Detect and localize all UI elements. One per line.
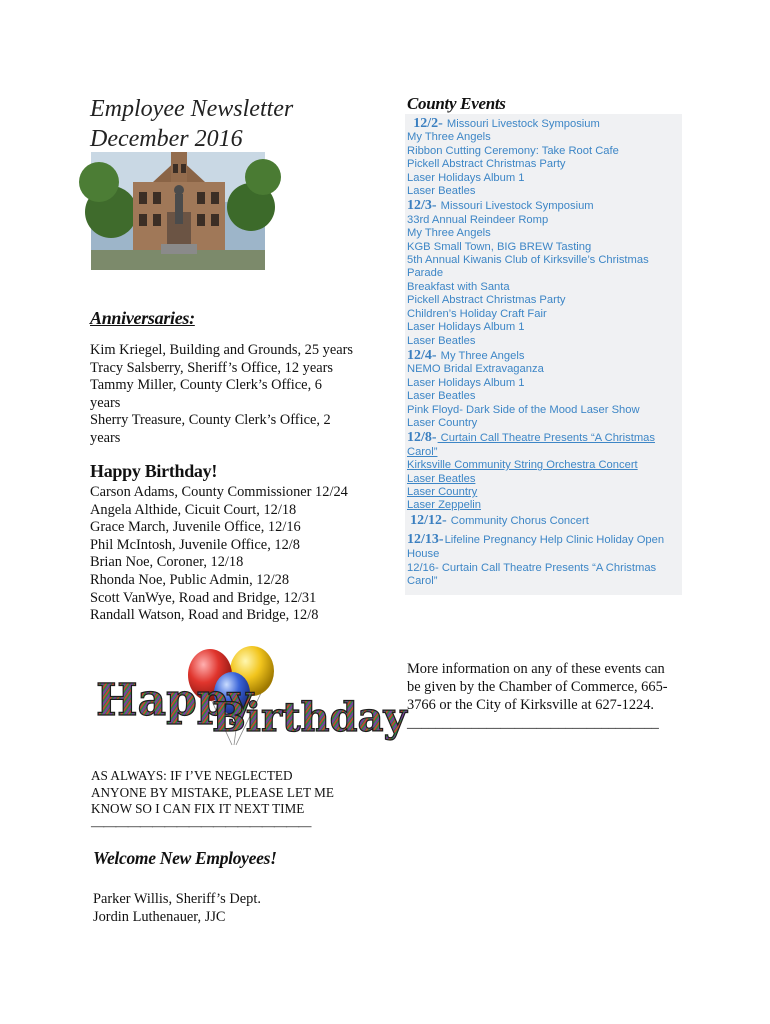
anniversary-line: years xyxy=(90,429,121,446)
more-info-line: 3766 or the City of Kirksville at 627-1224. xyxy=(407,697,655,713)
welcome-heading: Welcome New Employees! xyxy=(93,848,277,868)
birthday-line: Rhonda Noe, Public Admin, 12/28 xyxy=(90,571,290,588)
event-date: 12/2- xyxy=(413,116,443,131)
event-line: 5th Annual Kiwanis Club of Kirksville’s Christmas xyxy=(407,254,649,267)
birthday-line: Carson Adams, County Commissioner 12/24 xyxy=(90,484,348,500)
event-line: Pickell Abstract Christmas Party xyxy=(407,294,566,307)
event-group xyxy=(407,514,682,528)
new-employee-line: Parker Willis, Sheriff’s Dept. xyxy=(93,891,261,907)
title-line-2: December 2016 xyxy=(90,126,243,152)
more-info-rule: ___________________________________ xyxy=(407,715,659,731)
event-link[interactable]: Curtain Call Theatre Presents “A Christmas xyxy=(437,432,655,445)
event-link[interactable]: Carol” xyxy=(407,445,438,458)
event-link[interactable]: Laser Beatles xyxy=(407,472,476,485)
event-line: Laser Holidays Album 1 xyxy=(407,321,525,334)
notice-rule: —————————————————— xyxy=(91,817,311,833)
event-title: Missouri Livestock Symposium xyxy=(443,118,600,130)
new-employee-list xyxy=(93,890,261,926)
courthouse-photo xyxy=(91,152,265,270)
event-line: My Three Angels xyxy=(407,131,491,144)
anniversary-line: Sherry Treasure, County Clerk’s Office, 2 xyxy=(90,412,331,429)
event-title: Community Chorus Concert xyxy=(447,514,589,527)
more-info-line: be given by the Chamber of Commerce, 665- xyxy=(407,679,668,695)
birthday-list xyxy=(90,484,370,625)
event-date: 12/16- xyxy=(407,562,439,574)
event-group xyxy=(407,117,682,198)
event-line: Laser Country xyxy=(407,416,478,429)
event-line: 33rd Annual Reindeer Romp xyxy=(407,213,549,226)
birthday-line: Brian Noe, Coroner, 12/18 xyxy=(90,554,244,571)
event-line: Children’s Holiday Craft Fair xyxy=(407,307,547,320)
event-line: Pickell Abstract Christmas Party xyxy=(407,158,566,171)
event-date: 12/8- xyxy=(407,430,437,446)
event-line: Pink Floyd- Dark Side of the Mood Laser Show xyxy=(407,403,640,416)
notice-line: KNOW SO I CAN FIX IT NEXT TIME xyxy=(91,801,305,817)
title-line-1: Employee Newsletter xyxy=(90,96,294,122)
event-line: Parade xyxy=(407,267,444,280)
event-group xyxy=(407,533,682,561)
county-events-list xyxy=(407,116,682,589)
happy-birthday-banner xyxy=(92,645,407,749)
event-line: NEMO Bridal Extravaganza xyxy=(407,363,544,376)
event-title: Curtain Call Theatre Presents “A Christmas xyxy=(438,562,657,574)
notice-line: ANYONE BY MISTAKE, PLEASE LET ME xyxy=(91,784,334,800)
birthday-line: Phil McIntosh, Juvenile Office, 12/8 xyxy=(90,536,300,553)
event-line: Laser Beatles xyxy=(407,390,476,403)
event-group xyxy=(407,562,682,589)
event-group xyxy=(407,349,682,430)
event-group xyxy=(407,199,682,347)
event-link[interactable]: Laser Country xyxy=(407,485,478,498)
anniversaries-heading: Anniversaries: xyxy=(90,308,195,328)
birthday-line: Grace March, Juvenile Office, 12/16 xyxy=(90,519,301,536)
event-line: Ribbon Cutting Ceremony: Take Root Cafe xyxy=(407,144,619,157)
event-date: 12/3- xyxy=(407,198,437,214)
birthday-line: Scott VanWye, Road and Bridge, 12/31 xyxy=(90,589,317,606)
anniversary-line: Kim Kriegel, Building and Grounds, 25 years xyxy=(90,342,353,358)
banner-happy-text: Happy xyxy=(96,675,254,726)
anniversaries-list xyxy=(90,342,365,448)
event-line: Breakfast with Santa xyxy=(407,280,510,293)
anniversary-line: years xyxy=(90,394,121,411)
event-link[interactable]: Kirksville Community String Orchestra Concert xyxy=(407,459,638,472)
event-line: Laser Beatles xyxy=(407,185,476,198)
more-info-paragraph xyxy=(407,660,682,732)
event-date: 12/13- xyxy=(407,532,444,548)
event-line xyxy=(407,431,682,445)
event-title: Lifeline Pregnancy Help Clinic Holiday Open xyxy=(444,534,665,547)
event-line: House xyxy=(407,547,440,560)
event-line: Laser Holidays Album 1 xyxy=(407,376,525,389)
notice-line: AS ALWAYS: IF I’VE NEGLECTED xyxy=(91,768,293,783)
event-line xyxy=(407,117,682,131)
anniversary-line: Tracy Salsberry, Sheriff’s Office, 12 years xyxy=(90,359,333,376)
mistake-notice xyxy=(91,768,371,834)
event-line xyxy=(407,533,682,547)
event-title: Missouri Livestock Symposium xyxy=(437,200,594,213)
event-group xyxy=(407,431,682,512)
birthday-heading: Happy Birthday! xyxy=(90,461,218,481)
more-info-line: More information on any of these events can xyxy=(407,661,665,677)
new-employee-line: Jordin Luthenauer, JJC xyxy=(93,909,226,925)
event-date: 12/4- xyxy=(407,347,437,363)
birthday-line: Randall Watson, Road and Bridge, 12/8 xyxy=(90,607,319,624)
banner-birthday-text: Birthday xyxy=(212,694,407,741)
event-line: KGB Small Town, BIG BREW Tasting xyxy=(407,240,592,253)
event-line: My Three Angels xyxy=(407,227,491,240)
newsletter-title xyxy=(90,94,390,154)
event-line: Laser Holidays Album 1 xyxy=(407,171,525,184)
event-line: Laser Beatles xyxy=(407,334,476,347)
event-link[interactable]: Laser Zeppelin xyxy=(407,499,482,512)
event-line xyxy=(407,514,682,528)
event-line: Carol” xyxy=(407,575,438,588)
county-events-heading: County Events xyxy=(407,94,506,113)
event-title: My Three Angels xyxy=(437,349,525,362)
event-line xyxy=(407,562,682,575)
event-date: 12/12- xyxy=(410,512,447,528)
event-line xyxy=(407,199,682,213)
event-line xyxy=(407,349,682,363)
anniversary-line: Tammy Miller, County Clerk’s Office, 6 xyxy=(90,377,322,394)
birthday-line: Angela Althide, Cicuit Court, 12/18 xyxy=(90,501,297,518)
